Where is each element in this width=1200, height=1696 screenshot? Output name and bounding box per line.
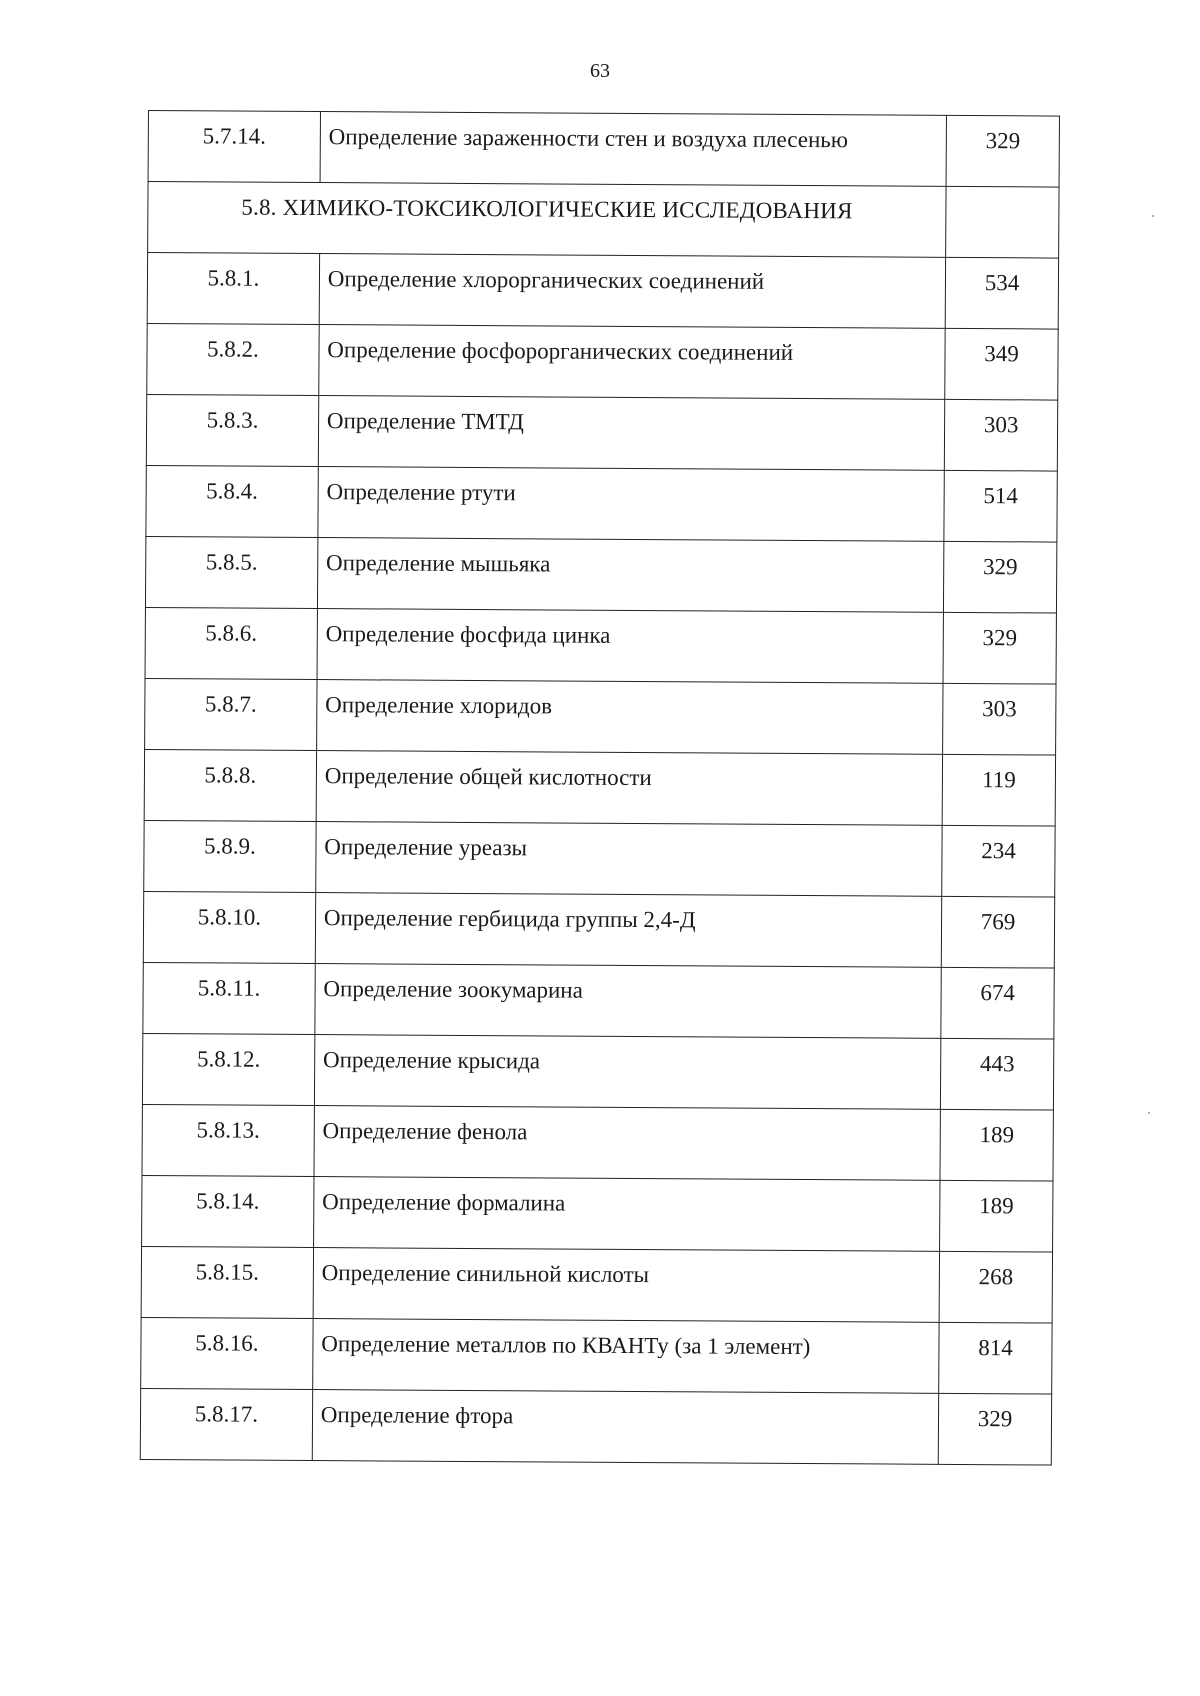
item-name: Определение ртути	[318, 467, 945, 542]
item-name: Определение фенола	[314, 1106, 941, 1181]
item-code: 5.8.16.	[141, 1317, 313, 1389]
item-name: Определение зараженности стен и воздуха плесенью	[320, 112, 947, 187]
item-name: Определение мышьяка	[317, 538, 944, 613]
item-name: Определение фтора	[312, 1390, 939, 1465]
table-row	[142, 1033, 1053, 1110]
table-row	[142, 1175, 1053, 1252]
item-price: 303	[943, 683, 1056, 755]
item-price: 234	[942, 825, 1055, 897]
item-name: Определение ТМТД	[318, 396, 945, 471]
table-row	[141, 1246, 1052, 1323]
table-row	[140, 1388, 1051, 1465]
table-row	[146, 394, 1057, 471]
table-row	[142, 1104, 1053, 1181]
item-name: Определение металлов по КВАНТу (за 1 элемент)	[312, 1319, 939, 1394]
item-code: 5.8.5.	[145, 536, 317, 608]
item-code: 5.8.3.	[146, 394, 318, 466]
table-row	[147, 323, 1058, 400]
item-price: 119	[942, 754, 1055, 826]
item-price: 534	[945, 257, 1058, 329]
item-name: Определение хлоридов	[316, 680, 943, 755]
table-row	[145, 536, 1056, 613]
item-code: 5.8.1.	[147, 253, 319, 325]
item-price: 443	[941, 1038, 1054, 1110]
table-row	[141, 1317, 1052, 1394]
section-price-empty	[946, 186, 1059, 258]
item-name: Определение фосфорорганических соединений	[319, 325, 946, 400]
item-price: 268	[939, 1251, 1052, 1323]
item-price: 329	[943, 612, 1056, 684]
item-code: 5.8.17.	[140, 1388, 312, 1460]
item-name: Определение фосфида цинка	[317, 609, 944, 684]
item-price: 674	[941, 967, 1054, 1039]
item-price: 329	[946, 115, 1059, 187]
item-name: Определение синильной кислоты	[313, 1248, 940, 1323]
item-name: Определение формалина	[313, 1177, 940, 1252]
item-code: 5.8.12.	[142, 1033, 314, 1105]
table-row	[145, 607, 1056, 684]
item-code: 5.8.10.	[143, 891, 315, 963]
item-name: Определение зоокумарина	[315, 964, 942, 1039]
table-row	[145, 678, 1056, 755]
item-code: 5.8.14.	[142, 1175, 314, 1247]
table-row	[144, 749, 1055, 826]
table-row	[143, 891, 1054, 968]
item-name: Определение уреазы	[316, 822, 943, 897]
price-table	[140, 110, 1060, 1466]
item-price: 189	[940, 1109, 1053, 1181]
page-number: 63	[590, 60, 610, 82]
item-name: Определение общей кислотности	[316, 751, 943, 826]
scan-speck	[1148, 1112, 1150, 1114]
table-row	[148, 111, 1059, 188]
item-code: 5.7.14.	[148, 111, 320, 183]
item-price: 514	[944, 470, 1057, 542]
item-code: 5.8.13.	[142, 1104, 314, 1176]
item-name: Определение хлорорганических соединений	[319, 254, 946, 329]
item-name: Определение гербицида группы 2,4-Д	[315, 893, 942, 968]
table-row	[146, 465, 1057, 542]
item-name: Определение крысида	[314, 1035, 941, 1110]
table-row	[144, 820, 1055, 897]
item-code: 5.8.8.	[144, 749, 316, 821]
item-code: 5.8.7.	[145, 678, 317, 750]
item-price: 329	[944, 541, 1057, 613]
item-price: 303	[944, 399, 1057, 471]
section-header-row	[148, 182, 1059, 259]
section-title: 5.8. ХИМИКО-ТОКСИКОЛОГИЧЕСКИЕ ИССЛЕДОВАНИЯ	[148, 182, 947, 258]
item-price: 349	[945, 328, 1058, 400]
item-code: 5.8.2.	[147, 323, 319, 395]
item-price: 769	[941, 896, 1054, 968]
item-code: 5.8.6.	[145, 607, 317, 679]
item-price: 189	[940, 1180, 1053, 1252]
item-code: 5.8.4.	[146, 465, 318, 537]
item-code: 5.8.9.	[144, 820, 316, 892]
item-price: 814	[939, 1322, 1052, 1394]
table-row	[147, 253, 1058, 330]
scan-speck	[1152, 215, 1154, 217]
item-code: 5.8.11.	[143, 962, 315, 1034]
item-code: 5.8.15.	[141, 1246, 313, 1318]
item-price: 329	[938, 1393, 1051, 1465]
table-row	[143, 962, 1054, 1039]
